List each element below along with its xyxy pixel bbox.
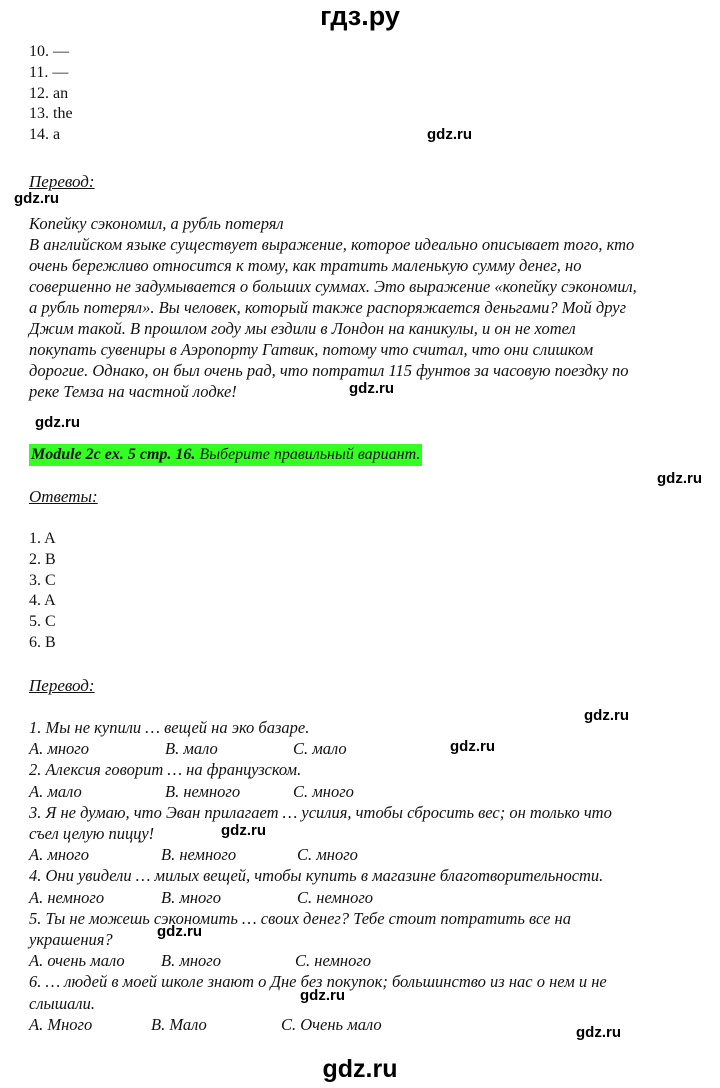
option: C. много [297, 845, 358, 865]
question-line: 4. Они увидели … милых вещей, чтобы купить в магазине благотворительности. [29, 866, 604, 886]
question-line: 1. Мы не купили … вещей на эко базаре. [29, 718, 310, 737]
option: A. очень мало [29, 951, 125, 971]
watermark: gdz.ru [35, 414, 80, 431]
options-row [29, 887, 612, 908]
question-line: съел целую пиццу! [29, 824, 155, 844]
list-item: 11. — [29, 63, 69, 81]
watermark: gdz.ru [157, 923, 202, 940]
translation-title: Копейку сэкономил, а рубль потерял [29, 214, 284, 233]
paragraph-line: реке Темза на частной лодке! [29, 382, 237, 401]
question-line: 3. Я не думаю, что Эван прилагает … усилия, чтобы сбросить вес; он только что [29, 802, 612, 822]
answers-heading: Ответы: [29, 487, 98, 506]
options-row [29, 738, 612, 759]
watermark: gdz.ru [576, 1024, 621, 1041]
paragraph-line: покупать сувениры в Аэропорту Гатвик, потому что считал, что они слишком [29, 340, 594, 359]
watermark: gdz.ru [427, 126, 472, 143]
watermark: gdz.ru [300, 987, 345, 1004]
question-line: украшения? [29, 930, 113, 950]
watermark: gdz.ru [450, 738, 495, 755]
answer-list-top [29, 42, 73, 146]
option: A. мало [29, 781, 82, 801]
exercise-instruction: Выберите правильный вариант. [195, 446, 421, 463]
option: C. много [293, 781, 354, 801]
paragraph-line: совершенно не задумывается о больших суммах. Это выражение «копейку сэкономил, [29, 277, 637, 296]
option: C. немного [297, 887, 374, 907]
option: C. немного [295, 951, 372, 971]
options-row [29, 844, 612, 865]
translation-text [29, 213, 637, 402]
option: A. Много [29, 1014, 93, 1034]
watermark: gdz.ru [657, 470, 702, 487]
exercise-ref: Module 2c ex. 5 стр. 16. [31, 446, 196, 463]
watermark: gdz.ru [584, 707, 629, 724]
list-item: 10. — [29, 43, 69, 60]
watermark: gdz.ru [349, 380, 394, 397]
exercise-banner [29, 444, 422, 466]
option: B. много [161, 887, 221, 907]
option: B. много [161, 951, 221, 971]
list-item: 12. an [29, 84, 69, 102]
paragraph-line: Джим такой. В прошлом году мы ездили в Лондон на каникулы, и он не хотел [29, 319, 576, 338]
paragraph-line: а рубль потерял». Вы человек, который также распоряжается деньгами? Мой друг [29, 298, 627, 317]
paragraph-line: дорогие. Однако, он был очень рад, что потратил 115 фунтов за часовую поездку по [29, 361, 629, 380]
option: B. немного [165, 781, 241, 801]
question-line: 2. Алексия говорит … на французском. [29, 760, 302, 780]
paragraph-line: очень бережливо относится к тому, как тратить маленькую сумму денег, но [29, 256, 582, 275]
list-item: 3. C [29, 571, 56, 589]
option: A. немного [29, 887, 105, 907]
options-row [29, 1014, 612, 1035]
options-row [29, 781, 612, 802]
list-item: 13. the [29, 105, 73, 123]
question-line: 6. … людей в моей школе знают о Дне без покупок; большинство из нас о нем и не [29, 972, 607, 992]
option: C. мало [293, 739, 347, 759]
list-item: 14. a [29, 126, 61, 144]
options-row [29, 950, 612, 971]
question-line: слышали. [29, 993, 95, 1013]
option: C. Очень мало [281, 1014, 382, 1034]
option: A. много [29, 845, 89, 865]
option: B. мало [165, 739, 218, 759]
option: B. немного [161, 845, 237, 865]
site-footer: gdz.ru [322, 1055, 398, 1083]
paragraph-line: В английском языке существует выражение, которое идеально описывает того, кто [29, 235, 635, 254]
list-item: 1. A [29, 530, 56, 547]
option: B. Мало [151, 1014, 207, 1034]
list-item: 6. B [29, 633, 56, 651]
list-item: 2. B [29, 550, 56, 568]
translation-heading: Перевод: [29, 172, 95, 191]
option: A. много [29, 739, 89, 759]
translation2-heading: Перевод: [29, 676, 95, 695]
watermark: gdz.ru [14, 190, 59, 207]
site-header: гдз.ру [320, 1, 400, 31]
list-item: 5. C [29, 613, 56, 631]
answer-list [29, 529, 56, 654]
question-line: 5. Ты не можешь сэкономить … своих денег? Тебе стоит потратить все на [29, 908, 571, 928]
watermark: gdz.ru [221, 822, 266, 839]
list-item: 4. A [29, 592, 56, 610]
